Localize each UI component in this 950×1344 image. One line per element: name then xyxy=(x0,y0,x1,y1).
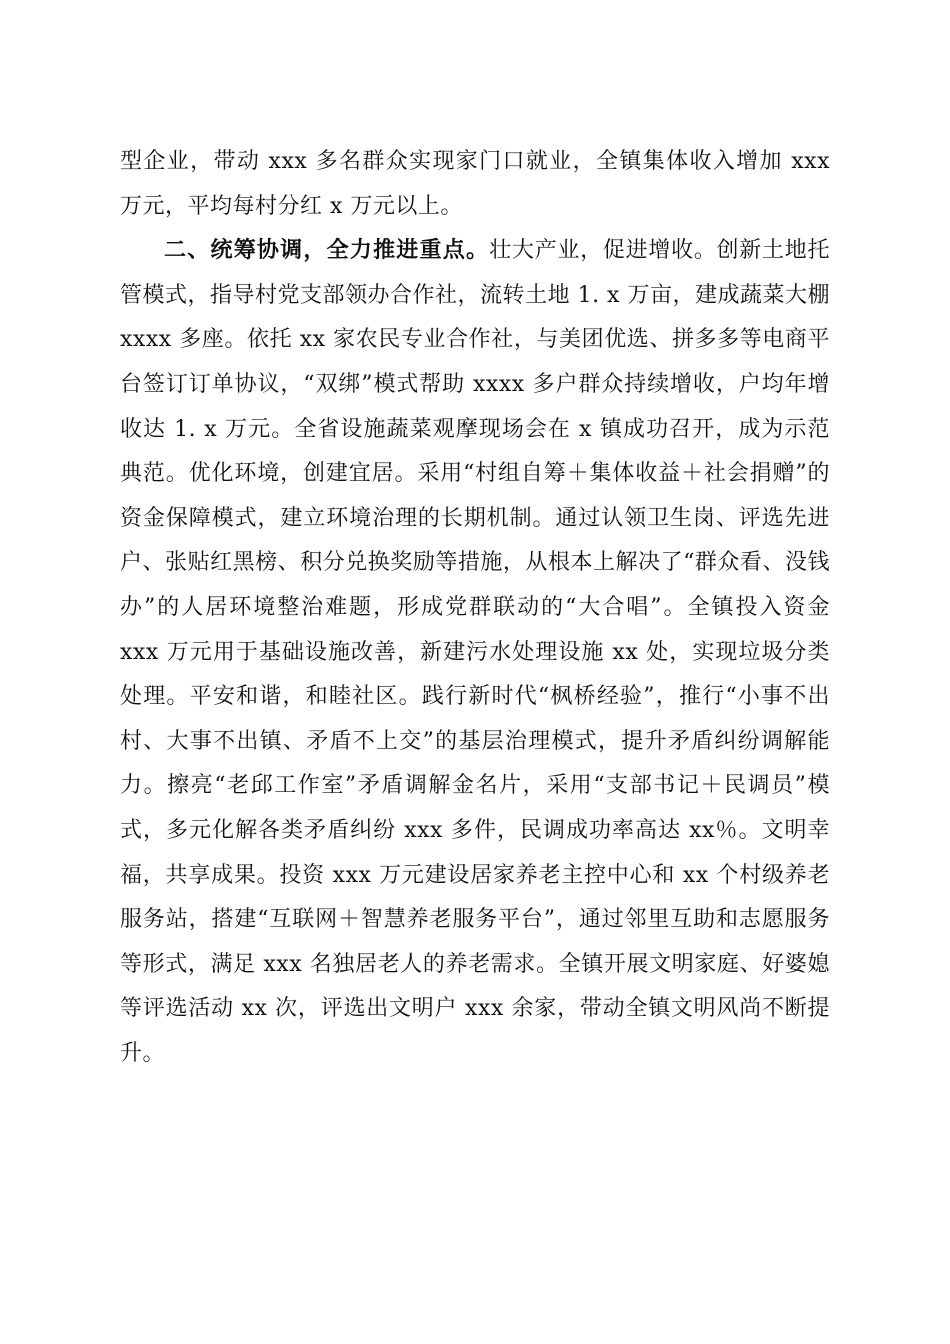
paragraph-section-two xyxy=(120,229,830,1076)
section-body: 壮大产业，促进增收。创新土地托管模式，指导村党支部领办合作社，流转土地 1. x 万亩，建成蔬菜大棚 xxxx 多座。依托 xx 家农民专业合作社，与美团优选、拼多多等电商平台签订订单协议，“双绑”模式帮助 xxxx 多户群众持续增收，户均年增收达 1. x 万元。全省设施蔬菜观摩现场会在 x 镇成功召开，成为示范典范。优化环境，创建宜居。采用“村组自筹＋集体收益＋社会捐赠”的资金保障模式，建立环境治理的长期机制。通过认领卫生岗、评选先进户、张贴红黑榜、积分兑换奖励等措施，从根本上解决了“群众看、没钱办”的人居环境整治难题，形成党群联动的“大合唱”。全镇投入资金 xxx 万元用于基础设施改善，新建污水处理设施 xx 处，实现垃圾分类处理。平安和谐，和睦社区。践行新时代“枫桥经验”，推行“小事不出村、大事不出镇、矛盾不上交”的基层治理模式，提升矛盾纠纷调解能力。擦亮“老邱工作室”矛盾调解金名片，采用“支部书记＋民调员”模式，多元化解各类矛盾纠纷 xxx 多件，民调成功率高达 xx％。文明幸福，共享成果。投资 xxx 万元建设居家养老主控中心和 xx 个村级养老服务站，搭建“互联网＋智慧养老服务平台”，通过邻里互助和志愿服务等形式，满足 xxx 名独居老人的养老需求。全镇开展文明家庭、好婆媳等评选活动 xx 次，评选出文明户 xxx 余家，带动全镇文明风尚不断提升。 xyxy=(120,238,830,1066)
paragraph-continuation: 型企业，带动 xxx 多名群众实现家门口就业，全镇集体收入增加 xxx 万元，平均每村分红 x 万元以上。 xyxy=(120,149,830,219)
document-body xyxy=(120,140,830,1076)
section-heading: 二、统筹协调，全力推进重点。 xyxy=(164,238,490,264)
